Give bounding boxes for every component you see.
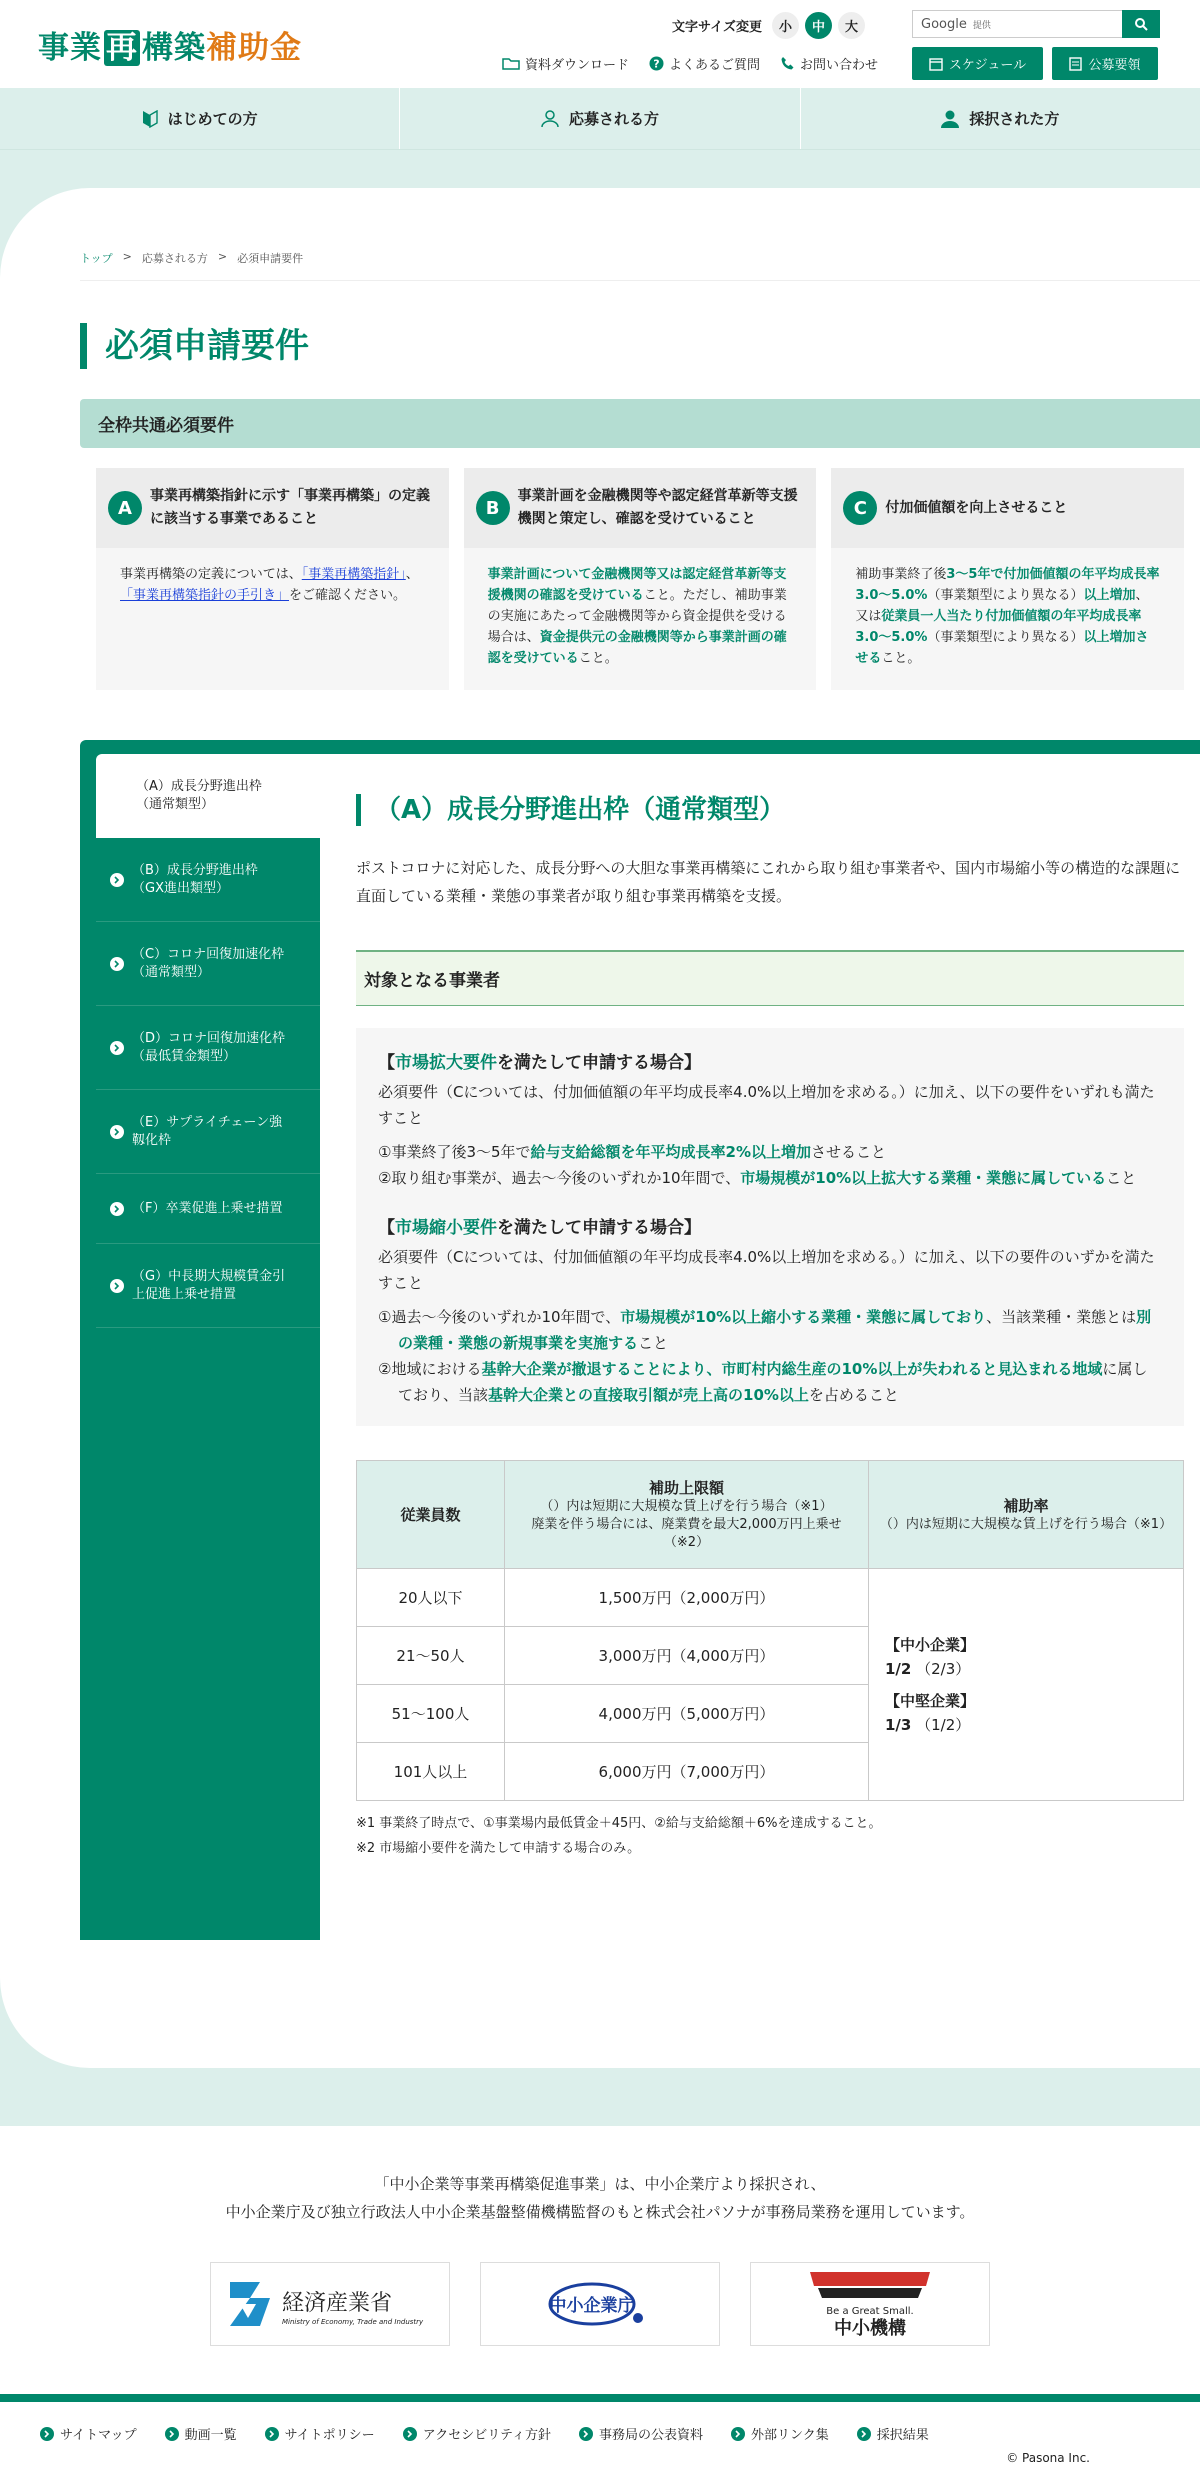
breadcrumb: [80, 250, 1200, 281]
schedule-label: スケジュール: [948, 58, 1027, 73]
text: こと: [638, 1334, 669, 1352]
cell-employees: 20人以下: [357, 1569, 505, 1627]
cell-cap: 4,000万円（5,000万円）: [505, 1685, 869, 1743]
breadcrumb-sep-icon: >: [122, 250, 132, 263]
nav-apply-label: 応募される方: [568, 110, 659, 128]
svg-text:経済産業省: 経済産業省: [282, 2291, 393, 2316]
th-cap: [505, 1461, 869, 1569]
highlight: 資金提供元の金融機関等から事業計画の確認を受けている: [487, 630, 787, 666]
th-employees: [357, 1461, 505, 1569]
requirement-a-body: [96, 548, 449, 622]
requirement-c: [831, 468, 1184, 690]
footer-link-sitemap[interactable]: [40, 2424, 137, 2443]
cell-cap: 6,000万円（7,000万円）: [505, 1743, 869, 1801]
highlight: 給与支給総額を年平均成長率2%以上増加: [530, 1143, 812, 1161]
tab-frame-d[interactable]: [96, 1006, 320, 1090]
tab-label: 靱化枠: [132, 1132, 172, 1148]
chevron-right-icon: [731, 2427, 745, 2441]
guidelines-button[interactable]: [1052, 47, 1158, 80]
text: （事業類型により異なる）: [927, 630, 1084, 645]
common-requirements-heading: 全枠共通必須要件: [80, 399, 1200, 448]
text: させること: [811, 1143, 887, 1161]
text: ①過去～今後のいずれか10年間で、: [378, 1308, 621, 1326]
text: 、: [405, 567, 419, 582]
tab-label: （F）卒業促進上乗せ措置: [132, 1200, 283, 1216]
chevron-right-icon: [40, 2427, 54, 2441]
requirement-c-head: [831, 468, 1184, 548]
beginner-mark-icon: [142, 110, 158, 128]
text: 事業再構築の定義については、: [120, 567, 302, 582]
list-item: [378, 1304, 1162, 1356]
text: 【中小企業】: [885, 1635, 976, 1654]
footer-links: [0, 2402, 1200, 2443]
svg-text:中小企業庁: 中小企業庁: [549, 2296, 635, 2316]
contact-label: お問い合わせ: [800, 58, 879, 73]
tab-label: （GX進出類型）: [132, 880, 229, 896]
highlight: 事業計画について金融機関等又は認定経営革新等支援機関の確認を受けている: [487, 567, 787, 603]
schedule-button[interactable]: [912, 47, 1043, 80]
site-logo[interactable]: [38, 22, 302, 67]
text: を満たして申請する場合】: [497, 1053, 701, 1073]
footer-link-label: サイトマップ: [60, 2428, 137, 2443]
highlight: 市場規模が10%以上縮小する業種・業態に属しており: [620, 1308, 987, 1326]
text: こと。ただし、補助事業の実施にあたって金融機関等から資金提供を受ける場合は、: [487, 588, 787, 645]
highlight: 市場縮小要件: [395, 1218, 497, 1238]
text: ②取り組む事業が、過去～今後のいずれか10年間で、: [378, 1169, 741, 1187]
tab-frame-g[interactable]: [96, 1244, 320, 1328]
footer-link-label: 外部リンク集: [751, 2428, 829, 2443]
footer-link-accessibility[interactable]: [403, 2424, 551, 2443]
highlight: 基幹大企業との直接取引額が売上高の10%以上: [488, 1386, 809, 1404]
tab-frame-f[interactable]: [96, 1174, 320, 1244]
tab-label: （A）成長分野進出枠: [136, 779, 262, 794]
logo-part-1: 事業: [38, 30, 102, 66]
frame-title: （A）成長分野進出枠（通常類型）: [356, 794, 1184, 826]
subsidy-table: [356, 1460, 1184, 1801]
tab-label: （D）コロナ回復加速化枠: [132, 1030, 286, 1046]
list-item: [378, 1139, 1162, 1165]
tab-label: （B）成長分野進出枠: [132, 862, 258, 878]
target-conditions: [356, 1028, 1184, 1426]
document-icon: [1069, 57, 1082, 71]
footer-link-publications[interactable]: [579, 2424, 703, 2443]
text: こと。: [578, 651, 618, 666]
text: 、当該業種・業態とは: [986, 1308, 1137, 1326]
text: こと: [1106, 1169, 1137, 1187]
highlight: 別の業種・業態の新規事業を実施する: [398, 1308, 1152, 1352]
cell-cap: 3,000万円（4,000万円）: [505, 1627, 869, 1685]
guideline-handbook-link[interactable]: 「事業再構築指針の手引き」: [120, 588, 290, 603]
highlight: 以上増加: [1083, 588, 1136, 603]
th-rate: [869, 1461, 1184, 1569]
text: 【: [378, 1218, 395, 1238]
market-shrink-list: [378, 1304, 1162, 1408]
cell-employees: 51～100人: [357, 1685, 505, 1743]
person-icon: [941, 110, 959, 128]
highlight: 3～5年で付加価値額の年平均成長率3.0～5.0%: [855, 567, 1160, 603]
faq-label: よくあるご質問: [669, 58, 761, 73]
text: 補助上限額: [648, 1479, 724, 1497]
tab-frame-c[interactable]: [96, 922, 320, 1006]
logo-part-3: 構築: [142, 30, 206, 66]
chevron-right-icon: [110, 1041, 124, 1055]
footer-link-label: サイトポリシー: [284, 2428, 375, 2443]
text: を満たして申請する場合】: [497, 1218, 701, 1238]
cell-rate: [869, 1569, 1184, 1801]
highlight: 市場拡大要件: [395, 1053, 497, 1073]
chevron-right-icon: [579, 2427, 593, 2441]
svg-text:中小機構: 中小機構: [834, 2318, 906, 2339]
requirement-a-badge: A: [108, 491, 142, 525]
faq-link[interactable]: [649, 54, 760, 73]
search-brand: Google: [921, 16, 967, 32]
value: 1/2: [885, 1659, 912, 1678]
tab-frame-e[interactable]: [96, 1090, 320, 1174]
smrj-logo: [800, 2268, 940, 2340]
market-expansion-list: [378, 1139, 1162, 1191]
svg-text:Be a Great Small.: Be a Great Small.: [826, 2306, 914, 2317]
value: 1/3: [885, 1715, 912, 1734]
text: 【中堅企業】: [885, 1691, 976, 1710]
main-wrap: [0, 150, 1200, 2068]
note: （）内は短期に大規模な賃上げを行う場合（※1）: [879, 1517, 1173, 1532]
note: 廃業を伴う場合には、廃業費を最大2,000万円上乗せ（※2）: [531, 1517, 842, 1550]
requirement-a-head: [96, 468, 449, 548]
chevron-right-icon: [110, 1279, 124, 1293]
text: （事業類型により異なる）: [927, 588, 1084, 603]
cell-employees: 101人以上: [357, 1743, 505, 1801]
svg-text:?: ?: [653, 57, 660, 71]
phone-icon: [780, 56, 795, 71]
market-expansion-heading: [378, 1048, 1162, 1073]
site-footer: [0, 2126, 1200, 2485]
requirement-a: [96, 468, 449, 690]
frame-content: [320, 754, 1200, 1940]
search-input[interactable]: [912, 10, 1122, 38]
smrj-logo-link[interactable]: [750, 2262, 990, 2346]
chevron-right-icon: [857, 2427, 871, 2441]
meti-logo: [220, 2274, 440, 2334]
question-icon: [649, 56, 664, 71]
text: 補助事業終了後: [855, 567, 947, 582]
main-card: [0, 188, 1200, 2068]
logo-part-2: 再: [106, 30, 138, 66]
tab-label: （通常類型）: [136, 797, 215, 812]
note: （）内は短期に大規模な賃上げを行う場合（※1）: [540, 1499, 833, 1514]
tab-label: （G）中長期大規模賃金引: [132, 1268, 286, 1284]
market-shrink-text: 必須要件（Cについては、付加価値額の年平均成長率4.0%以上増加を求める。）に加え、以下の要件のいずかを満たすこと: [378, 1248, 1155, 1292]
logo-part-4: 補助金: [206, 30, 302, 66]
nav-first-time-label: はじめての方: [167, 110, 258, 128]
requirement-a-title: 事業再構築指針に示す「事業再構築」の定義に該当する事業であること: [150, 488, 430, 527]
chevron-right-icon: [110, 873, 124, 887]
tab-label: （通常類型）: [132, 964, 211, 980]
font-size-label: 文字サイズ変更: [672, 20, 762, 35]
table-notes: [356, 1811, 1184, 1861]
requirement-b-title: 事業計画を金融機関等や認定経営革新等支援機関と策定し、確認を受けていること: [517, 488, 798, 527]
chevron-right-icon: [110, 1202, 124, 1216]
footer-top-band: [0, 2068, 1200, 2126]
cell-cap: 1,500万円（2,000万円）: [505, 1569, 869, 1627]
highlight: 基幹大企業が撤退することにより、市町村内総生産の10%以上が失われると見込まれる地域: [481, 1360, 1103, 1378]
chevron-right-icon: [110, 957, 124, 971]
footer-text-line-2: 中小企業庁及び独立行政法人中小企業基盤整備機構監督のもと株式会社パソナが事務局業務を運用しています。: [225, 2203, 975, 2221]
font-size-medium-button[interactable]: 中: [805, 12, 832, 39]
note-2: ※2 市場縮小要件を満たして申請する場合のみ。: [356, 1841, 641, 1856]
tab-label: （C）コロナ回復加速化枠: [132, 946, 285, 962]
page-title: 必須申請要件: [80, 323, 1200, 369]
breadcrumb-current: 必須申請要件: [237, 252, 304, 265]
text: を占めること: [808, 1386, 899, 1404]
frame-tabs-section: [80, 740, 1200, 1940]
chevron-right-icon: [165, 2427, 179, 2441]
text: 【: [378, 1053, 395, 1073]
tab-label: （E）サプライチェーン強: [132, 1114, 283, 1130]
global-nav: [0, 88, 1200, 150]
requirement-c-body: [831, 548, 1184, 685]
table-row: [357, 1569, 1184, 1627]
text: 、又は: [855, 588, 1149, 624]
highlight: 市場規模が10%以上拡大する業種・業態に属している: [740, 1169, 1107, 1187]
footer-link-label: アクセシビリティ方針: [422, 2428, 551, 2443]
breadcrumb-top[interactable]: トップ: [80, 252, 113, 265]
highlight: 従業員一人当たり付加価値額の年平均成長率3.0～5.0%: [855, 609, 1142, 645]
nav-adopted-label: 採択された方: [969, 110, 1060, 128]
font-size-large-button[interactable]: 大: [838, 12, 865, 39]
sme-agency-logo-link[interactable]: [480, 2262, 720, 2346]
chevron-right-icon: [265, 2427, 279, 2441]
market-shrink-heading: [378, 1213, 1162, 1238]
text: （2/3）: [916, 1659, 971, 1678]
footer-link-external[interactable]: [731, 2424, 829, 2443]
tab-label: 上促進上乗せ措置: [132, 1286, 237, 1302]
meti-logo-link[interactable]: [210, 2262, 450, 2346]
text: （1/2）: [916, 1715, 971, 1734]
market-expansion-text: 必須要件（Cについては、付加価値額の年平均成長率4.0%以上増加を求める。）に加え、以下の要件をいずれも満たすこと: [378, 1083, 1155, 1127]
guidelines-label: 公募要領: [1088, 58, 1141, 73]
chevron-right-icon: [403, 2427, 417, 2441]
requirement-b-head: [464, 468, 817, 548]
person-outline-icon: [541, 110, 559, 128]
sme-agency-logo: [530, 2274, 670, 2334]
download-label: 資料ダウンロード: [525, 58, 630, 73]
requirement-b-body: [464, 548, 817, 685]
footer-link-policy[interactable]: [265, 2424, 375, 2443]
tab-frame-b[interactable]: [96, 838, 320, 922]
highlight: 以上増加させる: [855, 630, 1149, 666]
requirements-list: [80, 468, 1200, 690]
svg-text:Ministry of Economy, Trade and: Ministry of Economy, Trade and Industry: [282, 2318, 424, 2326]
list-item: [378, 1165, 1162, 1191]
text: に属しており、当該: [398, 1360, 1148, 1404]
font-size-small-button[interactable]: 小: [772, 12, 799, 39]
utility-links: [502, 54, 878, 73]
footer-link-label: 事務局の公表資料: [599, 2428, 704, 2443]
text: 従業員数: [400, 1506, 461, 1524]
note-1: ※1 事業終了時点で、①事業場内最低賃金＋45円、②給与支給総額＋6%を達成すること。: [356, 1816, 882, 1831]
footer-text: [0, 2126, 1200, 2226]
download-link[interactable]: [502, 54, 629, 73]
requirement-b-badge: B: [476, 491, 510, 525]
calendar-icon: [929, 57, 943, 71]
footer-link-label: 採択結果: [876, 2428, 929, 2443]
footer-text-line-1: 「中小企業等事業再構築促進事業」は、中小企業庁より採択され、: [374, 2175, 826, 2193]
footer-link-label: 動画一覧: [184, 2428, 237, 2443]
frame-sidebar: [96, 754, 320, 1940]
copyright: © Pasona Inc.: [1006, 2451, 1090, 2465]
breadcrumb-sep-icon: >: [217, 250, 228, 263]
folder-icon: [502, 57, 520, 70]
cell-employees: 21～50人: [357, 1627, 505, 1685]
chevron-right-icon: [110, 1125, 124, 1139]
text: ①事業終了後3～5年で: [378, 1143, 531, 1161]
site-search: [912, 10, 1160, 38]
text: ②地域における: [378, 1360, 482, 1378]
text: こと。: [881, 651, 921, 666]
nav-first-time[interactable]: [0, 88, 400, 149]
nav-apply[interactable]: [400, 88, 800, 149]
guideline-link[interactable]: 「事業再構築指針」: [301, 567, 406, 582]
breadcrumb-apply[interactable]: 応募される方: [141, 252, 208, 265]
font-size-switcher: [672, 12, 865, 39]
partner-logos: [0, 2262, 1200, 2346]
contact-link[interactable]: [780, 54, 878, 73]
site-header: [0, 0, 1200, 88]
search-icon: [1134, 17, 1148, 31]
requirement-b: [464, 468, 817, 690]
footer-bar: [0, 2394, 1200, 2402]
nav-adopted[interactable]: [801, 88, 1200, 149]
text: 補助率: [1003, 1497, 1049, 1515]
search-provided: 提供: [972, 20, 991, 31]
footer-link-results[interactable]: [857, 2424, 929, 2443]
frame-intro: ポストコロナに対応した、成長分野への大胆な事業再構築にこれから取り組む事業者や、国内市場縮小等の構造的な課題に直面している業種・業態の事業者が取り組む事業再構築を支援。: [356, 859, 1181, 905]
footer-link-videos[interactable]: [165, 2424, 237, 2443]
text: をご確認ください。: [289, 588, 407, 603]
target-heading: 対象となる事業者: [356, 950, 1184, 1006]
search-button[interactable]: [1122, 10, 1160, 38]
tab-label: （最低賃金類型）: [132, 1048, 237, 1064]
tab-frame-a[interactable]: [96, 754, 320, 838]
list-item: [378, 1356, 1162, 1408]
requirement-c-title: 付加価値額を向上させること: [885, 499, 1068, 516]
requirement-c-badge: C: [843, 491, 877, 525]
